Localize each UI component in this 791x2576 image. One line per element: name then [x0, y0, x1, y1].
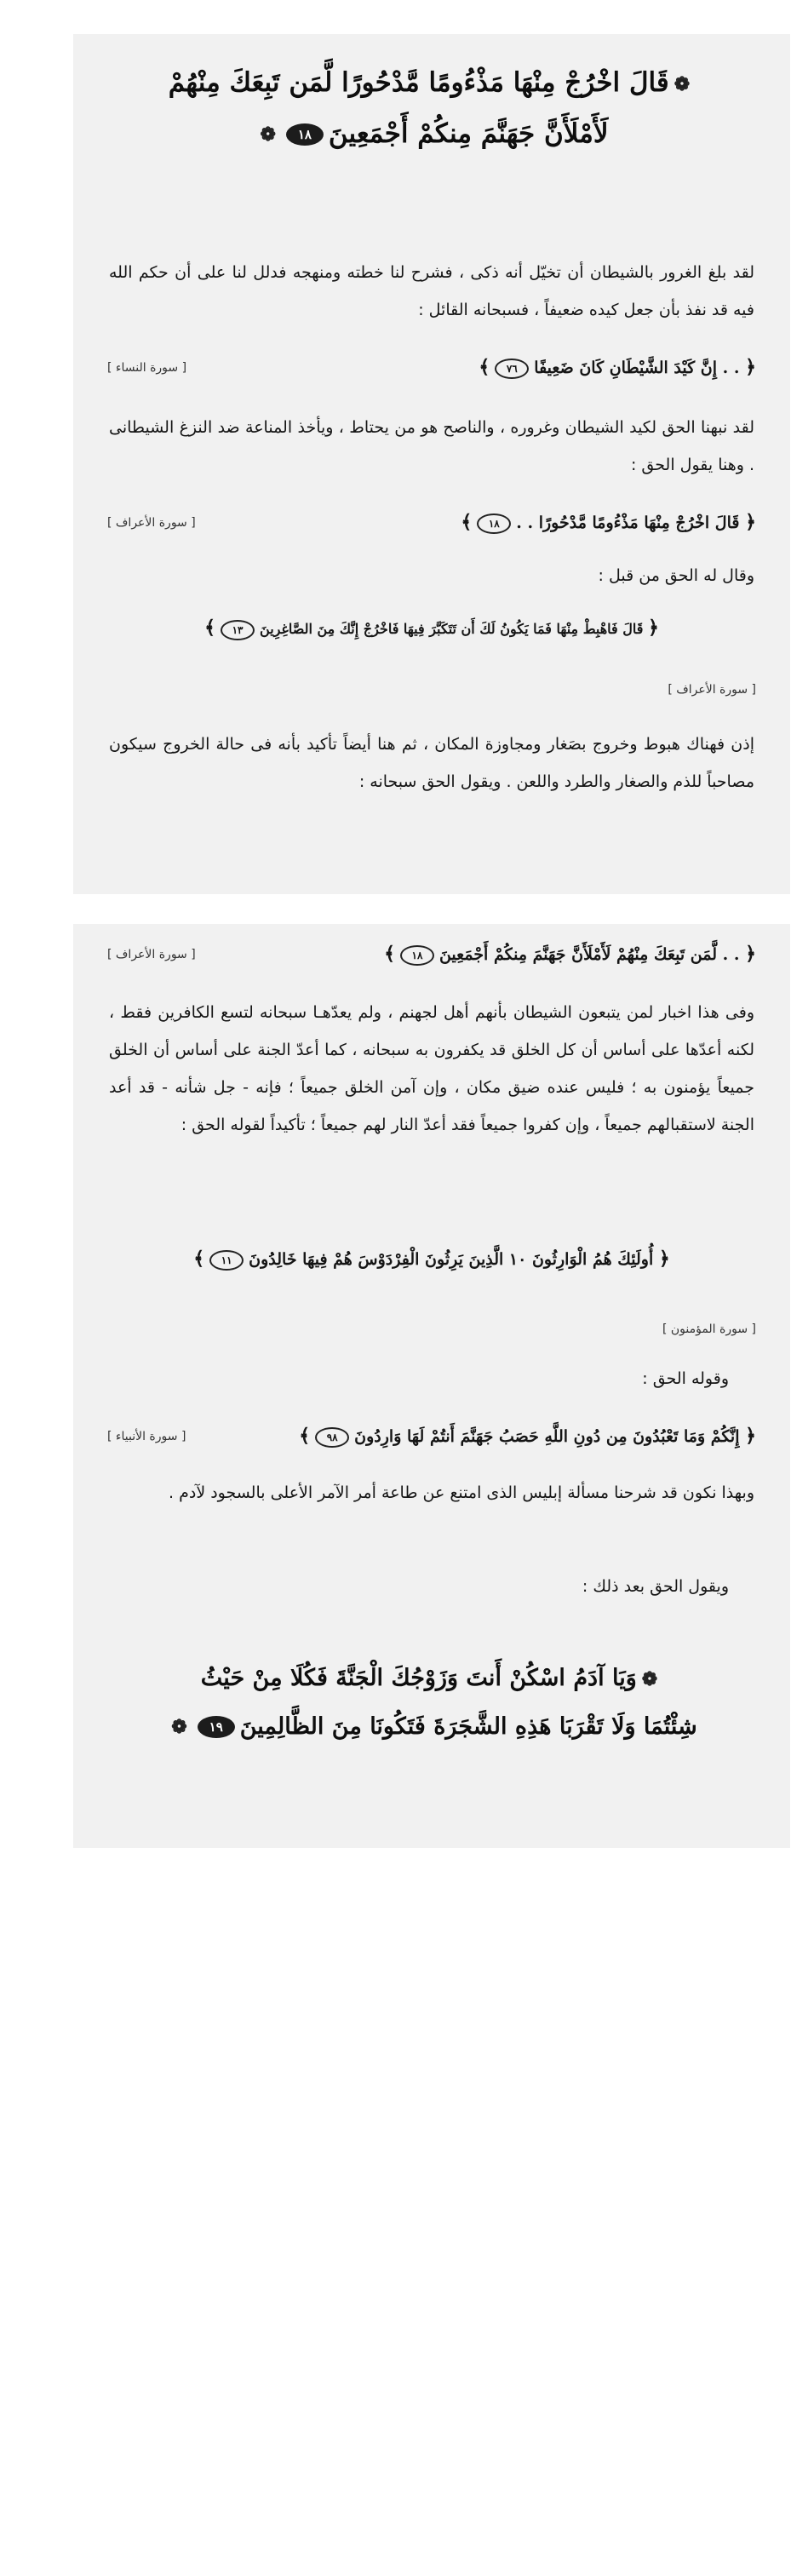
- quote-al-araf-18b: ﴿ . . لَّمَن تَبِعَكَ مِنْهُمْ لَأَمْلَأَنَّ جَهَنَّمَ مِنكُمْ أَجْمَعِينَ١٨﴾ [ سورة الأعراف ]: [107, 936, 756, 972]
- final-verse-line-2: شِئْتُمَا وَلَا تَقْرَبَا هَذِهِ الشَّجَرَةَ فَتَكُونَا مِنَ الظَّالِمِينَ١٩❁: [99, 1703, 765, 1752]
- paragraph-3: وقال له الحق من قبل :: [598, 566, 754, 585]
- page-two: [73, 924, 790, 1848]
- page-one: [73, 34, 790, 894]
- quote-an-nisa-76: ﴿ . . إِنَّ كَيْدَ الشَّيْطَانِ كَانَ ضَعِيفًا٧٦﴾ [ سورة النساء ]: [107, 349, 756, 386]
- paragraph-1: لقد بلغ الغرور بالشيطان أن تخيّل أنه ذكى ، فشرح لنا خطته ومنهجه فدلل لنا على أن حكم الله فيه قد نفذ بأن جعل كيده ضعيفاً ، فسبحانه القائل :: [109, 263, 754, 319]
- verse-number-badge: ١٨: [286, 123, 324, 146]
- verse-title-block: [107, 58, 756, 159]
- verse-title-line-2: لَأَمْلَأَنَّ جَهَنَّمَ مِنكُمْ أَجْمَعِينَ١٨❁: [107, 109, 756, 160]
- quote-al-muminun-10-11: ﴿ أُولَئِكَ هُمُ الْوَارِثُونَ ١٠ الَّذِينَ يَرِثُونَ الْفِرْدَوْسَ هُمْ فِيهَا خَالِدُونَ١١﴾: [193, 1248, 670, 1270]
- verse-number-badge: ١١: [209, 1250, 244, 1271]
- quote-al-anbiya-98: ﴿ إِنَّكُمْ وَمَا تَعْبُدُونَ مِن دُونِ اللَّهِ حَصَبُ جَهَنَّمَ أَنتُمْ لَهَا وَارِدُونَ٩٨﴾ [ سورة الأنبياء ]: [107, 1418, 756, 1454]
- quote-al-araf-13: ﴿ قَالَ فَاهْبِطْ مِنْهَا فَمَا يَكُونُ لَكَ أَن تَتَكَبَّرَ فِيهَا فَاخْرُجْ إِنَّكَ مِنَ الصَّاغِرِينَ١٣﴾: [204, 617, 659, 639]
- verse-number-badge: ١٩: [198, 1716, 235, 1738]
- verse-number-badge: ٩٨: [315, 1427, 349, 1448]
- paragraph-5: وفى هذا اخبار لمن يتبعون الشيطان بأنهم أهل لجهنم ، ولم يعدّهـا سبحانه لتسع الكافرين فقط ، لكنه أعدّها على أساس أن كل الخلق قد يكفرون به سبحانه ، كما أعدّ الجنة على أساس أن الخلق جميعاً يؤمنون به ؛ فليس عنده ضيق مكان ، وإن آمن الخلق جميعاً ؛ فإنه - جل شأنه - قد أعد الجنة لاستقبالهم جميعاً ، وإن كفروا جميعاً فقد أعدّ النار لهم جميعاً ؛ تأكيداً لقوله الحق :: [109, 1003, 754, 1134]
- paragraph-4: إذن فهناك هبوط وخروج بصَغار ومجاوزة المكان ، ثم هنا أيضاً تأكيد بأنه فى حالة الخروج سيكون مصاحباً للذم والصغار والطرد واللعن . ويقول الحق سبحانه :: [109, 735, 754, 791]
- surah-reference: [ سورة الأعراف ]: [107, 515, 196, 530]
- verse-number-badge: ٧٦: [495, 359, 529, 379]
- ornament-icon: ❁: [641, 1667, 658, 1690]
- verse-number-badge: ١٨: [400, 945, 434, 966]
- paragraph-8: ويقول الحق بعد ذلك :: [582, 1577, 729, 1596]
- surah-reference: [ سورة الأعراف ]: [668, 683, 756, 697]
- ornament-icon: ❁: [260, 123, 276, 146]
- verse-number-badge: ١٣: [221, 620, 255, 640]
- ornament-icon: ❁: [673, 72, 691, 95]
- ornament-icon: ❁: [171, 1716, 187, 1738]
- final-verse-block: [99, 1655, 765, 1751]
- surah-reference: [ سورة الأعراف ]: [107, 947, 196, 961]
- final-verse-line-1: ❁وَيَا آدَمُ اسْكُنْ أَنتَ وَزَوْجُكَ الْجَنَّةَ فَكُلَا مِنْ حَيْثُ: [99, 1655, 765, 1703]
- paragraph-2: لقد نبهنا الحق لكيد الشيطان وغروره ، والناصح هو من يحتاط ، ويأخذ المناعة ضد النزغ الشيطانى . وهنا يقول الحق :: [109, 418, 754, 474]
- verse-title-line-1: ❁قَالَ اخْرُجْ مِنْهَا مَذْءُومًا مَّدْحُورًا لَّمَن تَبِعَكَ مِنْهُمْ: [107, 58, 756, 109]
- surah-reference: [ سورة الأنبياء ]: [107, 1429, 186, 1443]
- surah-reference: [ سورة النساء ]: [107, 360, 187, 375]
- quote-al-araf-18: ﴿ قَالَ اخْرُجْ مِنْهَا مَذْءُومًا مَّدْحُورًا . .١٨﴾ [ سورة الأعراف ]: [107, 504, 756, 541]
- surah-reference: [ سورة المؤمنون ]: [662, 1322, 756, 1336]
- paragraph-7: وبهذا نكون قد شرحنا مسألة إبليس الذى امتنع عن طاعة أمر الآمر الأعلى بالسجود لآدم .: [169, 1483, 754, 1502]
- paragraph-6: وقوله الحق :: [642, 1369, 729, 1388]
- verse-number-badge: ١٨: [477, 513, 511, 534]
